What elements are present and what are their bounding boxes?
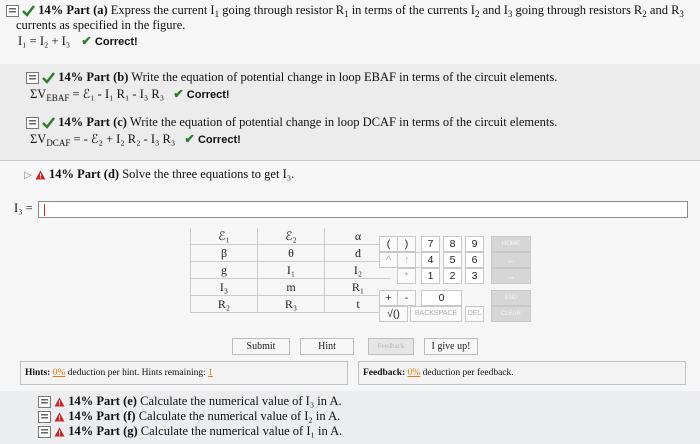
correct-check-icon: ✔ bbox=[184, 132, 195, 146]
symbol-key[interactable]: α bbox=[325, 228, 392, 245]
power-key[interactable]: ^ bbox=[379, 252, 398, 268]
part-e-percent: 14% bbox=[68, 394, 94, 408]
part-b-question: Write the equation of potential change in loop EBAF in terms of the circuit elements. bbox=[131, 70, 558, 84]
part-d-label: Part (d) bbox=[77, 167, 120, 181]
up-arrow-icon[interactable]: ↑ bbox=[397, 252, 416, 268]
end-key[interactable]: END bbox=[491, 290, 531, 306]
digit-key[interactable]: 7 bbox=[421, 236, 440, 252]
part-a-question-line2: currents as specified in the figure. bbox=[16, 18, 186, 32]
multiply-key[interactable]: * bbox=[397, 268, 416, 284]
checkmark-icon bbox=[42, 72, 55, 84]
symbol-key[interactable]: R₁ bbox=[325, 279, 392, 296]
part-b-label: Part (b) bbox=[86, 70, 129, 84]
digit-key[interactable]: 0 bbox=[421, 290, 462, 306]
part-menu-icon[interactable] bbox=[38, 426, 51, 438]
correct-check-icon: ✔ bbox=[81, 34, 92, 48]
symbol-key[interactable]: I₃ bbox=[191, 279, 258, 296]
symbol-key[interactable]: R₃ bbox=[258, 296, 325, 313]
part-c-label: Part (c) bbox=[86, 115, 127, 129]
plus-key[interactable]: + bbox=[379, 290, 398, 306]
backspace-key[interactable]: BACKSPACE bbox=[410, 306, 462, 322]
left-arrow-icon[interactable]: ← bbox=[491, 252, 531, 268]
symbol-key[interactable]: β bbox=[191, 245, 258, 262]
part-c-question: Write the equation of potential change in loop DCAF in terms of the circuit elements. bbox=[129, 115, 558, 129]
hints-label: Hints: bbox=[25, 368, 51, 378]
warning-icon bbox=[54, 412, 65, 422]
symbol-key[interactable]: d bbox=[325, 245, 392, 262]
hints-panel bbox=[20, 361, 348, 385]
give-up-button[interactable]: I give up! bbox=[424, 338, 478, 355]
part-a-answer-row bbox=[18, 33, 138, 49]
feedback-panel bbox=[358, 361, 686, 385]
part-menu-icon[interactable] bbox=[26, 72, 39, 84]
part-e-label: Part (e) bbox=[96, 394, 137, 408]
feedback-text: deduction per feedback. bbox=[422, 368, 514, 378]
answer-input[interactable] bbox=[38, 201, 688, 218]
part-c-status: Correct! bbox=[197, 134, 241, 146]
part-c-percent: 14% bbox=[58, 115, 84, 129]
part-menu-icon[interactable] bbox=[38, 396, 51, 408]
warning-icon bbox=[35, 170, 46, 180]
digit-key[interactable]: 2 bbox=[443, 268, 462, 284]
symbol-key[interactable]: θ bbox=[258, 245, 325, 262]
part-b-answer: $\Sigma V_{EBAF}$ = ℰ₁ - I₁ R₁ - I₃ R₃ bbox=[30, 87, 165, 103]
part-g-question: Calculate the numerical value of I₁ in A. bbox=[140, 424, 343, 438]
part-g-label: Part (g) bbox=[96, 424, 138, 438]
digit-key[interactable]: 4 bbox=[421, 252, 440, 268]
part-f-question: Calculate the numerical value of I₂ in A. bbox=[138, 409, 341, 423]
part-b-percent: 14% bbox=[58, 70, 84, 84]
part-e-question: Calculate the numerical value of I₃ in A. bbox=[140, 394, 342, 408]
part-g-row bbox=[38, 424, 342, 439]
feedback-percent: 0% bbox=[407, 368, 421, 378]
part-c-header bbox=[26, 115, 557, 130]
part-b-status: Correct! bbox=[186, 89, 230, 101]
digit-key[interactable]: 9 bbox=[465, 236, 484, 252]
feedback-label: Feedback: bbox=[363, 368, 406, 378]
checkmark-icon bbox=[22, 5, 35, 17]
symbol-key[interactable]: g bbox=[191, 262, 258, 279]
part-a-status: Correct! bbox=[94, 36, 138, 48]
hint-button[interactable]: Hint bbox=[300, 338, 354, 355]
part-a-header bbox=[6, 3, 684, 19]
warning-icon bbox=[54, 427, 65, 437]
checkmark-icon bbox=[42, 117, 55, 129]
answer-input-label: I₃ = bbox=[14, 201, 33, 215]
correct-check-icon: ✔ bbox=[173, 87, 184, 101]
close-paren-key[interactable]: ) bbox=[397, 236, 416, 252]
part-a-question: Express the current $I_1$ going through resistor $R_1$ in terms of the currents $I_2$ and $I_3$ going through resistors $R_2$ and $R_3$ bbox=[110, 3, 684, 19]
feedback-button[interactable]: Feedback bbox=[368, 338, 414, 355]
part-f-label: Part (f) bbox=[96, 409, 136, 423]
submit-button[interactable]: Submit bbox=[232, 338, 290, 355]
digit-key[interactable]: 5 bbox=[443, 252, 462, 268]
digit-key[interactable]: 1 bbox=[421, 268, 440, 284]
symbol-key[interactable]: t bbox=[325, 296, 392, 313]
part-menu-icon[interactable] bbox=[38, 411, 51, 423]
symbol-key[interactable]: R₂ bbox=[191, 296, 258, 313]
digit-key[interactable]: 6 bbox=[465, 252, 484, 268]
part-c-answer: $\Sigma V_{DCAF}$ = - ℰ₂ + I₂ R₂ - I₃ R₃ bbox=[30, 132, 176, 148]
part-d-percent: 14% bbox=[48, 167, 74, 181]
part-f-row bbox=[38, 409, 340, 424]
part-b-header bbox=[26, 70, 557, 85]
warning-icon bbox=[54, 397, 65, 407]
part-c-answer-row bbox=[30, 131, 241, 148]
collapse-triangle-icon[interactable]: ▷ bbox=[24, 170, 32, 181]
part-d-question: Solve the three equations to get I₃. bbox=[122, 167, 295, 181]
part-d-header bbox=[24, 167, 294, 182]
symbol-key[interactable]: I₁ bbox=[258, 262, 325, 279]
digit-key[interactable]: 3 bbox=[465, 268, 484, 284]
part-menu-icon[interactable] bbox=[26, 117, 39, 129]
part-g-percent: 14% bbox=[68, 424, 94, 438]
part-a-answer: I₁ = I₂ + I₃ bbox=[18, 34, 71, 48]
symbol-key[interactable]: ℰ₂ bbox=[258, 228, 325, 245]
digit-key[interactable]: 8 bbox=[443, 236, 462, 252]
symbol-palette bbox=[190, 228, 391, 313]
symbol-key[interactable]: I₂ bbox=[325, 262, 392, 279]
hints-text: deduction per hint. Hints remaining: bbox=[67, 368, 206, 378]
part-menu-icon[interactable] bbox=[6, 5, 19, 17]
symbol-key[interactable]: ℰ₁ bbox=[191, 228, 258, 245]
part-f-percent: 14% bbox=[68, 409, 94, 423]
right-arrow-icon[interactable]: → bbox=[491, 268, 531, 284]
clear-key[interactable]: CLEAR bbox=[491, 306, 531, 322]
part-b-answer-row bbox=[30, 86, 230, 103]
part-a-label: Part (a) bbox=[66, 3, 108, 17]
sqrt-key[interactable]: √() bbox=[379, 306, 408, 322]
hints-percent: 0% bbox=[52, 368, 66, 378]
home-key[interactable]: HOME bbox=[491, 236, 531, 252]
hints-remaining: 1 bbox=[208, 368, 213, 378]
open-paren-key[interactable]: ( bbox=[379, 236, 398, 252]
symbol-key[interactable]: m bbox=[258, 279, 325, 296]
part-a-percent: 14% bbox=[38, 3, 64, 17]
del-key[interactable]: DEL bbox=[465, 306, 484, 322]
minus-key[interactable]: - bbox=[397, 290, 416, 306]
text-caret bbox=[44, 204, 45, 216]
part-e-row bbox=[38, 394, 342, 409]
